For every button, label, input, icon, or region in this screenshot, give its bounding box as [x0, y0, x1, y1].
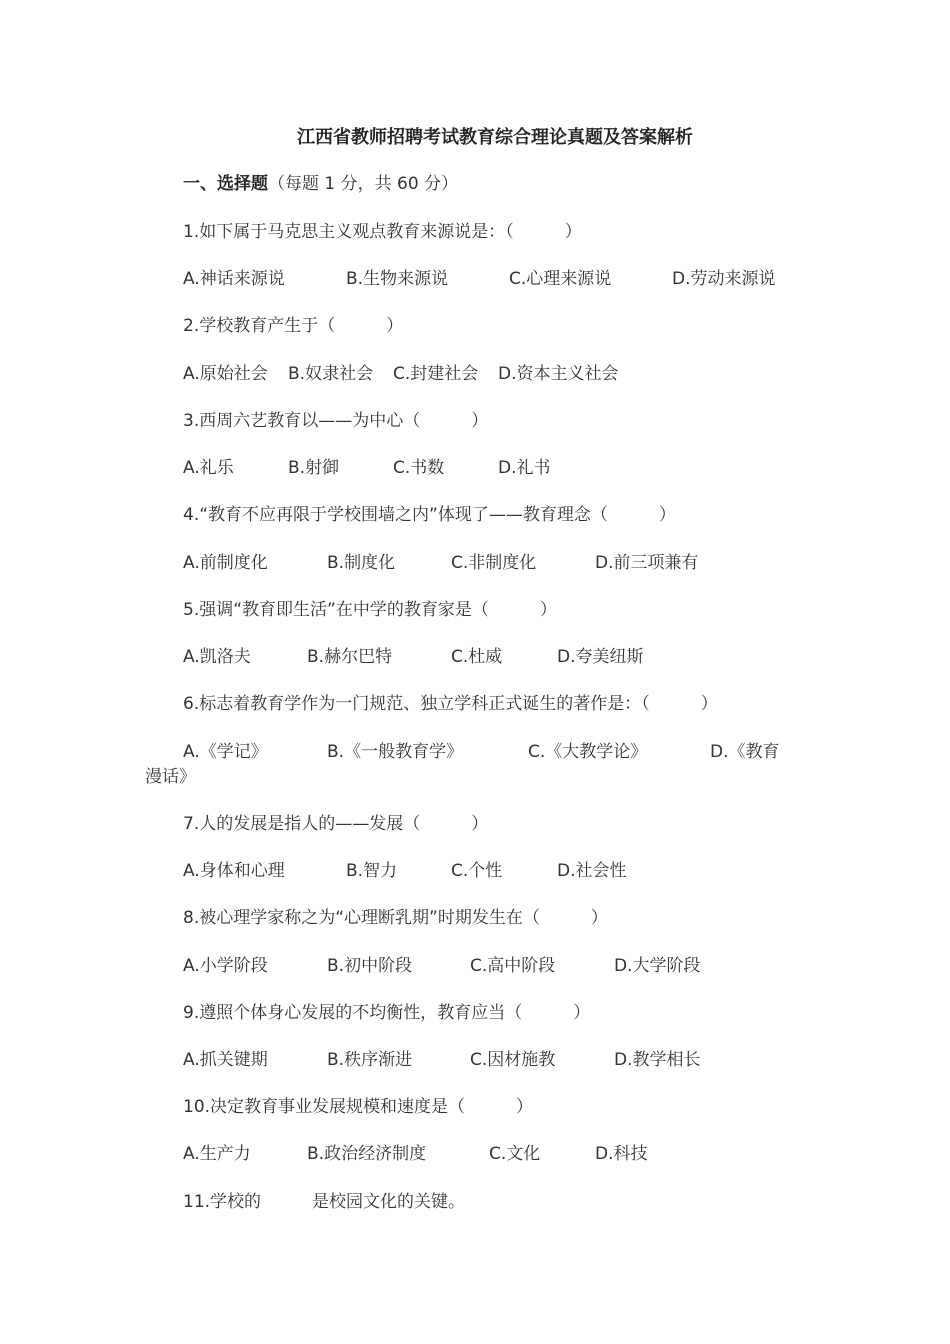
option-d: D.社会性 [557, 861, 627, 881]
option-d: D.教学相长 [614, 1050, 701, 1070]
option-d: D.劳动来源说 [672, 269, 776, 289]
question-stem: 10.决定教育事业发展规模和速度是（ ） [183, 1097, 534, 1117]
question-stem: 7.人的发展是指人的——发展（ ） [183, 814, 489, 834]
question-options [183, 740, 780, 764]
question-stem: 6.标志着教育学作为一门规范、独立学科正式诞生的著作是：（ ） [183, 694, 718, 714]
question-options [183, 362, 619, 386]
option-a: A.生产力 [183, 1144, 251, 1164]
option-d: D.科技 [595, 1144, 648, 1164]
section-heading-line [183, 172, 458, 196]
question-stem: 4.“教育不应再限于学校围墙之内”体现了——教育理念（ ） [183, 505, 676, 525]
option-b: B.智力 [346, 861, 398, 881]
question-options [183, 1142, 648, 1166]
option-b: B.生物来源说 [346, 269, 449, 289]
option-b: B.奴隶社会 [288, 364, 374, 384]
option-c: C.个性 [451, 861, 503, 881]
question-stem: 8.被心理学家称之为“心理断乳期”时期发生在（ ） [183, 908, 608, 928]
option-b: B.秩序渐进 [327, 1050, 413, 1070]
question-options [183, 267, 776, 291]
question-stem: 5.强调“教育即生活”在中学的教育家是（ ） [183, 600, 557, 620]
option-a: A.《学记》 [183, 742, 268, 762]
option-a: A.小学阶段 [183, 956, 268, 976]
option-a: A.抓关键期 [183, 1050, 268, 1070]
question-stem: 9.遵照个体身心发展的不均衡性，教育应当（ ） [183, 1003, 591, 1023]
option-b: B.射御 [288, 458, 340, 478]
section-heading: 一、选择题 [183, 174, 268, 194]
question-stem: 2.学校教育产生于（ ） [183, 316, 404, 336]
option-c: C.书数 [393, 458, 445, 478]
option-d: D.大学阶段 [614, 956, 701, 976]
option-d: D.礼书 [498, 458, 551, 478]
option-a: A.前制度化 [183, 553, 268, 573]
option-d: D.夸美纽斯 [557, 647, 644, 667]
option-d-continued: 漫话》 [145, 767, 196, 787]
option-d: D.《教育 [710, 742, 780, 762]
option-a: A.礼乐 [183, 458, 234, 478]
option-b: B.初中阶段 [327, 956, 413, 976]
option-a: A.身体和心理 [183, 861, 285, 881]
question-stem: 1.如下属于马克思主义观点教育来源说是：（ ） [183, 222, 582, 242]
option-c: C.非制度化 [451, 553, 537, 573]
question-stem: 11.学校的 是校园文化的关键。 [183, 1192, 466, 1212]
question-options [183, 456, 551, 480]
option-c: C.《大教学论》 [528, 742, 648, 762]
section-note: （每题 1 分，共 60 分） [268, 174, 459, 194]
question-options [183, 954, 701, 978]
option-b: B.《一般教育学》 [327, 742, 464, 762]
option-b: B.政治经济制度 [307, 1144, 427, 1164]
option-c: C.因材施教 [470, 1050, 556, 1070]
option-c: C.心理来源说 [509, 269, 612, 289]
document-title: 江西省教师招聘考试教育综合理论真题及答案解析 [297, 127, 693, 148]
option-a: A.原始社会 [183, 364, 268, 384]
option-c: C.高中阶段 [470, 956, 556, 976]
question-options [183, 551, 699, 575]
question-options [183, 1048, 701, 1072]
question-stem: 3.西周六艺教育以——为中心（ ） [183, 411, 489, 431]
option-b: B.赫尔巴特 [307, 647, 393, 667]
option-c: C.封建社会 [393, 364, 479, 384]
question-options [183, 645, 644, 669]
option-d: D.资本主义社会 [498, 364, 619, 384]
question-options [183, 859, 627, 883]
option-d: D.前三项兼有 [595, 553, 699, 573]
option-c: C.杜威 [451, 647, 503, 667]
option-a: A.神话来源说 [183, 269, 285, 289]
option-c: C.文化 [489, 1144, 541, 1164]
option-b: B.制度化 [327, 553, 396, 573]
option-a: A.凯洛夫 [183, 647, 251, 667]
